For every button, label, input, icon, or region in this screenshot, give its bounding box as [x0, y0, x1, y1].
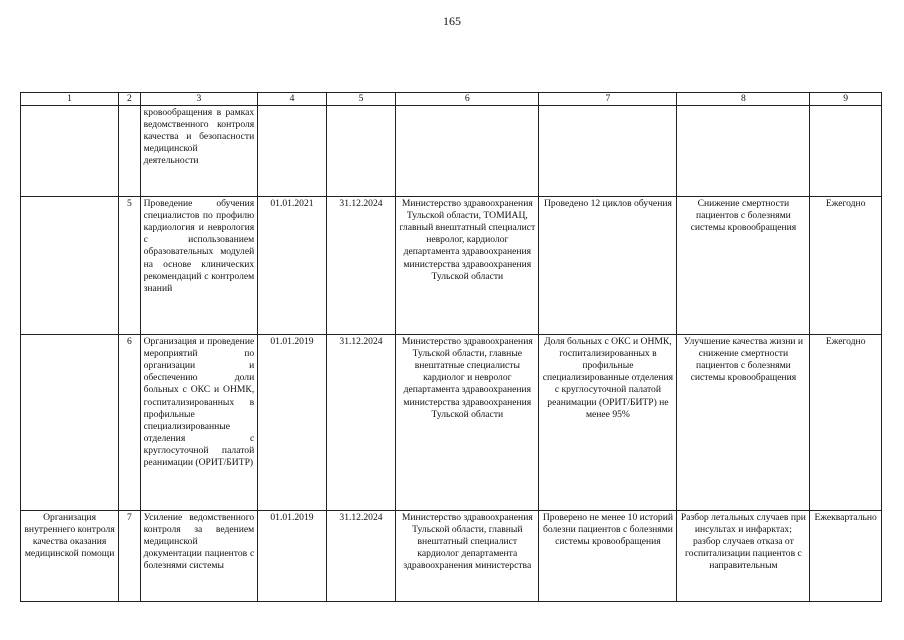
- table-row: [21, 106, 882, 197]
- table-row: [21, 335, 882, 511]
- end-date-cell: 31.12.2024: [326, 197, 396, 335]
- header-cell: 7: [539, 93, 677, 106]
- period-cell: Ежеквартально: [810, 511, 882, 602]
- indicator-cell: [539, 106, 677, 197]
- result-cell: Разбор летальных случаев при инсультах и инфарктах; разбор случаев отказа от госпитализации пациентов с направительным: [677, 511, 810, 602]
- end-date-cell: 31.12.2024: [326, 335, 396, 511]
- start-date-cell: 01.01.2019: [258, 335, 327, 511]
- number-cell: 7: [119, 511, 140, 602]
- number-cell: 6: [119, 335, 140, 511]
- table-row: [21, 511, 882, 602]
- period-cell: [810, 106, 882, 197]
- executor-cell: Министерство здравоохранения Тульской области, ТОМИАЦ, главный внештатный специалист невролог, кардиолог департамента здравоохранения министерства здравоохранения Тульской области: [396, 197, 539, 335]
- activity-cell: Усиление ведомственного контроля за ведением медицинской документации пациентов с болезнями системы: [140, 511, 258, 602]
- activity-cell: Проведение обучения специалистов по профилю кардиология и неврология с использованием образовательных модулей на основе клинических рекомендаций с контролем знаний: [140, 197, 258, 335]
- header-cell: 5: [326, 93, 396, 106]
- header-cell: 8: [677, 93, 810, 106]
- section-cell: Организация внутреннего контроля качества оказания медицинской помощи: [21, 511, 119, 602]
- indicator-cell: Проведено 12 циклов обучения: [539, 197, 677, 335]
- number-cell: 5: [119, 197, 140, 335]
- table-row: [21, 197, 882, 335]
- number-cell: [119, 106, 140, 197]
- activity-cell: Организация и проведение мероприятий по организации и обеспечению доли больных с ОКС и ОНМК, госпитализированных в профильные специализированные отделения с круглосуточной палатой реанимации (ОРИТ/БИТР): [140, 335, 258, 511]
- plan-table: [20, 92, 882, 602]
- header-cell: 4: [258, 93, 327, 106]
- page-number: 165: [443, 14, 461, 28]
- section-cell: [21, 335, 119, 511]
- header-cell: 1: [21, 93, 119, 106]
- period-cell: Ежегодно: [810, 197, 882, 335]
- header-row: [21, 93, 882, 106]
- executor-cell: Министерство здравоохранения Тульской области, главный внештатный специалист кардиолог департамента здравоохранения министерства: [396, 511, 539, 602]
- result-cell: Улучшение качества жизни и снижение смертности пациентов с болезнями системы кровообращения: [677, 335, 810, 511]
- activity-cell: кровообращения в рамках ведомственного контроля качества и безопасности медицинской деятельности: [140, 106, 258, 197]
- indicator-cell: Доля больных с ОКС и ОНМК, госпитализированных в профильные специализированные отделения с круглосуточной палатой реанимации (ОРИТ/БИТР) не менее 95%: [539, 335, 677, 511]
- period-cell: Ежегодно: [810, 335, 882, 511]
- section-cell: [21, 197, 119, 335]
- section-cell: [21, 106, 119, 197]
- executor-cell: [396, 106, 539, 197]
- start-date-cell: [258, 106, 327, 197]
- header-cell: 9: [810, 93, 882, 106]
- executor-cell: Министерство здравоохранения Тульской области, главные внештатные специалисты кардиолог и невролог департамента здравоохранения министерства здравоохранения Тульской области: [396, 335, 539, 511]
- indicator-cell: Проверено не менее 10 историй болезни пациентов с болезнями системы кровообращения: [539, 511, 677, 602]
- result-cell: Снижение смертности пациентов с болезнями системы кровообращения: [677, 197, 810, 335]
- header-cell: 2: [119, 93, 140, 106]
- result-cell: [677, 106, 810, 197]
- end-date-cell: 31.12.2024: [326, 511, 396, 602]
- end-date-cell: [326, 106, 396, 197]
- start-date-cell: 01.01.2021: [258, 197, 327, 335]
- header-cell: 6: [396, 93, 539, 106]
- start-date-cell: 01.01.2019: [258, 511, 327, 602]
- header-cell: 3: [140, 93, 258, 106]
